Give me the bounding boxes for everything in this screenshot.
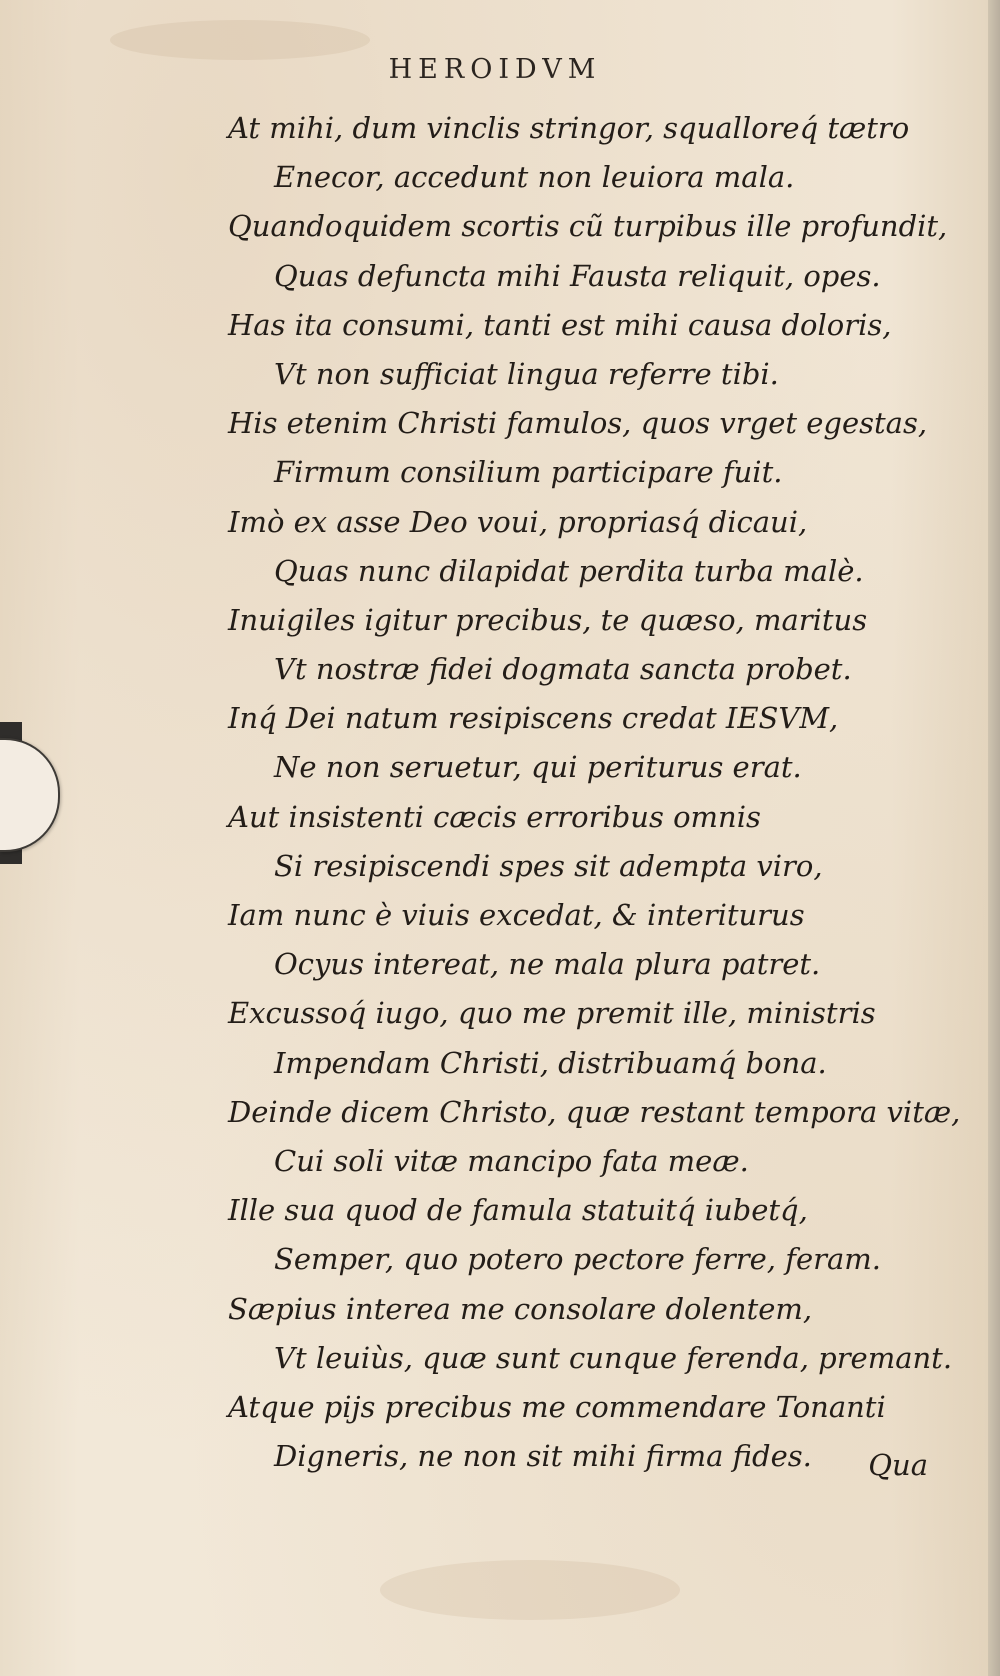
verse-line-hexameter: Excussoq́ iugo, quo me premit ille, ministris: [228, 996, 876, 1031]
verse-line-hexameter: Has ita consumi, tanti est mihi causa doloris,: [228, 307, 892, 342]
verse-line-pentameter: Cui soli vitæ mancipo fata meæ.: [274, 1143, 749, 1178]
page-edge: [988, 0, 1000, 1676]
verse-line-pentameter: Impendam Christi, distribuamq́ bona.: [274, 1045, 827, 1080]
verse-line-hexameter: His etenim Christi famulos, quos vrget egestas,: [228, 406, 928, 441]
verse-line-pentameter: Enecor, accedunt non leuiora mala.: [274, 160, 795, 195]
verse-line-pentameter: Ocyus intereat, ne mala plura patret.: [274, 947, 821, 982]
verse-line-hexameter: Quandoquidem scortis cũ turpibus ille profundit,: [228, 209, 948, 244]
verse-line-hexameter: At mihi, dum vinclis stringor, squalloreq́ tætro: [228, 111, 910, 145]
verse-line-hexameter: Iam nunc è viuis excedat, & interiturus: [228, 898, 805, 932]
verse-line-pentameter: Semper, quo potero pectore ferre, feram.: [274, 1242, 881, 1277]
verse-line-pentameter: Quas nunc dilapidat perdita turba malè.: [274, 553, 864, 588]
verse-line-pentameter: Vt nostræ fidei dogmata sancta probet.: [274, 652, 852, 687]
verse-line-hexameter: Aut insistenti cæcis erroribus omnis: [228, 799, 761, 834]
verse-line-pentameter: Digneris, ne non sit mihi firma fides.: [274, 1439, 812, 1474]
verse-line-hexameter: Sæpius interea me consolare dolentem,: [228, 1291, 813, 1326]
paper-stain: [380, 1560, 680, 1620]
verse-line-hexameter: Ille sua quod de famula statuitq́ iubetq́,: [228, 1193, 808, 1228]
catchword: Qua: [868, 1448, 928, 1482]
verse-line-pentameter: Vt leuiùs, quæ sunt cunque ferenda, premant.: [274, 1340, 953, 1375]
verse-list: [228, 104, 968, 1481]
running-head: HEROIDVM: [388, 54, 602, 85]
verse-line-pentameter: Vt non sufficiat lingua referre tibi.: [274, 356, 779, 391]
verse-line-hexameter: Atque pijs precibus me commendare Tonanti: [228, 1389, 886, 1424]
verse-line-pentameter: Firmum consilium participare fuit.: [274, 455, 783, 490]
verse-line-pentameter: Ne non seruetur, qui periturus erat.: [274, 750, 802, 785]
verse-line-pentameter: Quas defuncta mihi Fausta reliquit, opes.: [274, 258, 881, 293]
verse-line-pentameter: Si resipiscendi spes sit adempta viro,: [274, 848, 823, 883]
verse-line-hexameter: Imò ex asse Deo voui, propriasq́ dicaui,: [228, 504, 808, 539]
verse-line-hexameter: Inq́ Dei natum resipiscens credat IESVM,: [228, 701, 839, 736]
verse-line-hexameter: Deinde dicem Christo, quæ restant tempora vitæ,: [228, 1094, 961, 1129]
verse-line-hexameter: Inuigiles igitur precibus, te quæso, maritus: [228, 602, 868, 637]
